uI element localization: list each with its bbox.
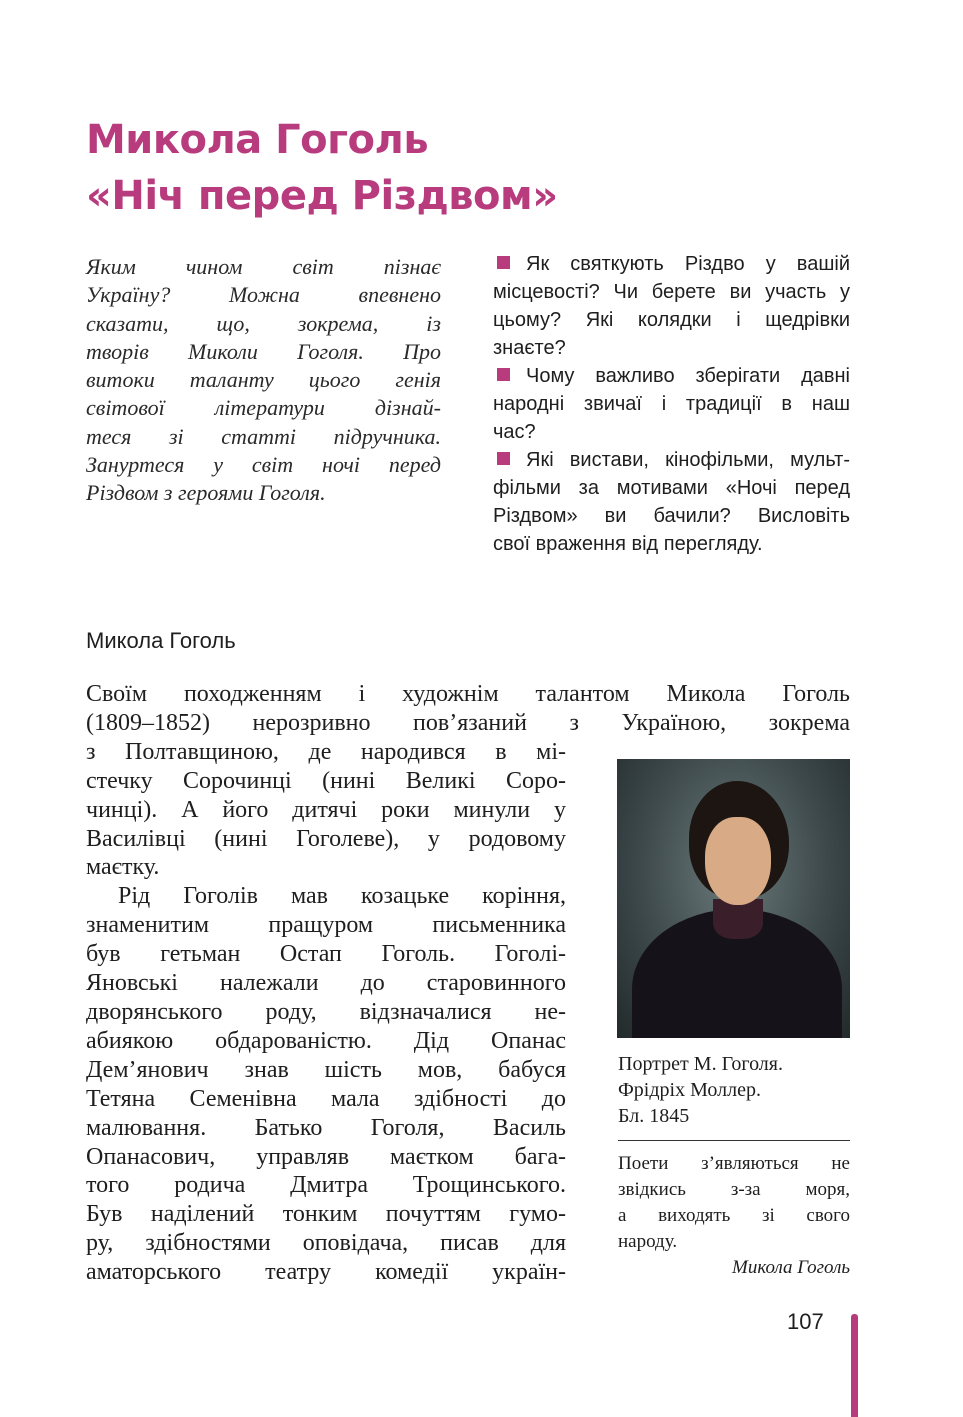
chapter-title-line-1: Микола Гоголь bbox=[86, 117, 429, 163]
quote-line: звідкись з-за моря, bbox=[618, 1179, 850, 1200]
question-item bbox=[493, 250, 850, 362]
body-line: абиякою обдарованістю. Дід Опанас bbox=[86, 1027, 566, 1054]
body-line: стечку Сорочинці (нині Великі Соро- bbox=[86, 767, 566, 794]
caption-line: Бл. 1845 bbox=[618, 1105, 690, 1127]
body-line: чинці). А його дитячі роки минули у bbox=[86, 796, 566, 823]
body-line: маєтку. bbox=[86, 854, 160, 881]
intro-paragraph bbox=[86, 253, 441, 508]
portrait-collar bbox=[713, 899, 763, 939]
square-bullet-icon bbox=[497, 452, 510, 465]
intro-line: Зануртеся у світ ночі перед bbox=[86, 452, 441, 478]
question-line: знаєте? bbox=[493, 337, 566, 359]
question-line: фільми за мотивами «Ночі перед bbox=[493, 477, 850, 499]
question-line: цьому? Які колядки і щедрівки bbox=[493, 309, 850, 331]
body-line: Василівці (нині Гоголеве), у родовому bbox=[86, 825, 566, 852]
section-title: Микола Гоголь bbox=[86, 628, 236, 653]
body-line: Рід Гоголів мав козацьке коріння, bbox=[118, 883, 566, 910]
caption-divider bbox=[618, 1140, 850, 1141]
intro-line: світової літератури дізнай- bbox=[86, 395, 441, 421]
intro-line: сказати, що, зокрема, із bbox=[86, 310, 441, 336]
quote-line: народу. bbox=[618, 1231, 678, 1252]
square-bullet-icon bbox=[497, 368, 510, 381]
body-line: Опанасович, управляв маєтком бага- bbox=[86, 1143, 566, 1170]
portrait-caption bbox=[618, 1051, 783, 1129]
intro-line: Україну? Можна впевнено bbox=[86, 282, 441, 308]
quote-line: а виходять зі свого bbox=[618, 1205, 850, 1226]
body-line: малювання. Батько Гоголя, Василь bbox=[86, 1114, 566, 1141]
question-line: Які вистави, кінофільми, мульт- bbox=[493, 446, 850, 474]
discussion-questions bbox=[493, 250, 850, 558]
body-line: був гетьман Остап Гоголь. Гоголі- bbox=[86, 941, 566, 968]
question-line: місцевості? Чи берете ви участь у bbox=[493, 281, 850, 303]
question-line: народні звичаї і традиції в наш bbox=[493, 393, 850, 415]
quote-author: Микола Гоголь bbox=[732, 1257, 850, 1278]
intro-line: Різдвом з героями Гоголя. bbox=[86, 480, 326, 506]
intro-line: витоки таланту цього генія bbox=[86, 367, 441, 393]
question-line: час? bbox=[493, 421, 536, 443]
body-line: Своїм походженням і художнім талантом Микола Гоголь bbox=[86, 681, 850, 707]
question-line: Різдвом» ви бачили? Висловіть bbox=[493, 505, 850, 527]
question-line: Чому важливо зберігати давні bbox=[493, 362, 850, 390]
body-line: того родича Дмитра Трощинського. bbox=[86, 1172, 566, 1199]
intro-line: творів Миколи Гоголя. Про bbox=[86, 338, 441, 364]
portrait-face bbox=[705, 817, 771, 905]
page-edge-marker bbox=[851, 1314, 858, 1417]
caption-line: Портрет М. Гоголя. bbox=[618, 1053, 783, 1075]
page-number: 107 bbox=[787, 1309, 824, 1334]
body-line: Дем’янович знав шість мов, бабуся bbox=[86, 1056, 566, 1083]
intro-line: Яким чином світ пізнає bbox=[86, 254, 441, 279]
body-line: дворянського роду, відзначалися не- bbox=[86, 998, 566, 1025]
body-line: аматорського театру комедії україн- bbox=[86, 1259, 566, 1286]
body-line: знаменитим пращуром письменника bbox=[86, 912, 566, 939]
body-line: (1809–1852) нерозривно пов’язаний з Україною, зокрема bbox=[86, 709, 850, 736]
question-line: Як святкують Різдво у вашій bbox=[493, 250, 850, 278]
square-bullet-icon bbox=[497, 256, 510, 269]
question-item bbox=[493, 446, 850, 558]
body-line: з Полтавщиною, де народився в мі- bbox=[86, 738, 566, 765]
chapter-title-line-2: «Ніч перед Різдвом» bbox=[86, 173, 558, 219]
body-line: ру, здібностями оповідача, писав для bbox=[86, 1230, 566, 1257]
question-line: свої враження від перегляду. bbox=[493, 533, 763, 555]
question-item bbox=[493, 362, 850, 446]
quote-line: Поети з’являються не bbox=[618, 1153, 850, 1174]
caption-line: Фрідріх Моллер. bbox=[618, 1079, 761, 1101]
body-line: Тетяна Семенівна мала здібності до bbox=[86, 1085, 566, 1112]
chapter-title bbox=[86, 112, 558, 224]
intro-line: теся зі статті підручника. bbox=[86, 423, 441, 449]
gogol-portrait-image bbox=[617, 759, 850, 1038]
body-line: Був наділений тонким почуттям гумо- bbox=[86, 1201, 566, 1228]
epigraph-quote bbox=[618, 1151, 850, 1281]
body-line: Яновські належали до старовинного bbox=[86, 970, 566, 997]
